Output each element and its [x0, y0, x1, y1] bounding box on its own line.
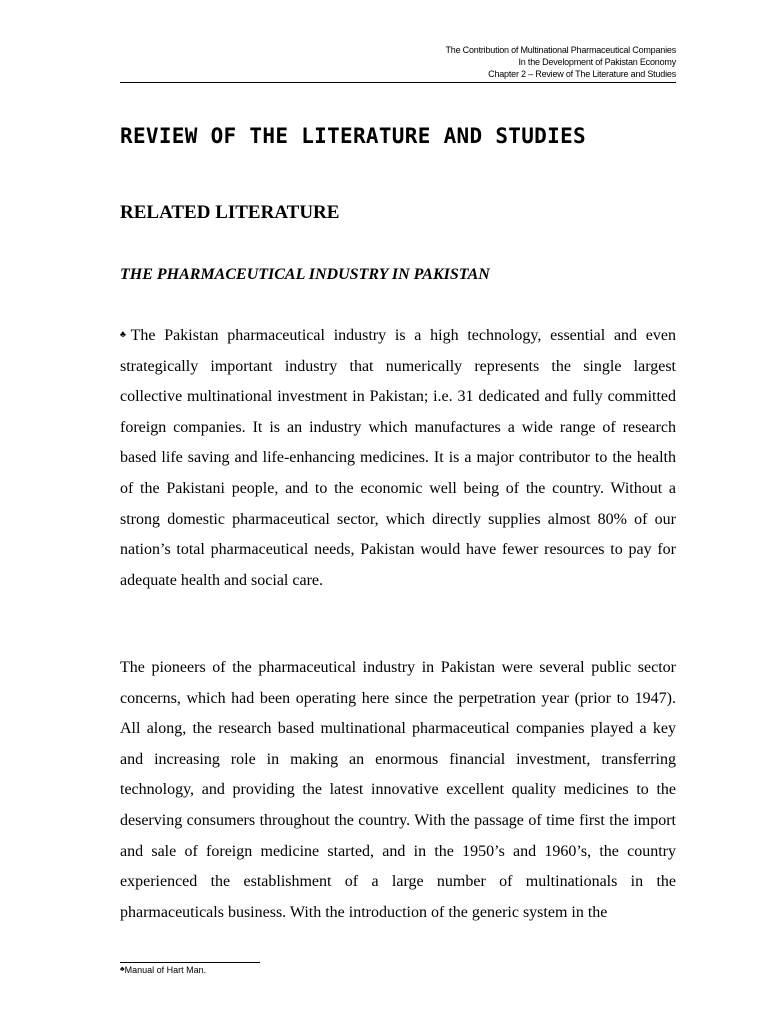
- footnote: [120, 964, 206, 976]
- header-line-2: In the Development of Pakistan Economy: [518, 57, 676, 67]
- body-paragraph-1: [120, 321, 676, 596]
- running-header: [120, 44, 676, 83]
- footnote-marker: ♣: [120, 966, 125, 973]
- section-title: RELATED LITERATURE: [120, 202, 340, 223]
- paragraph-1-text: The Pakistan pharmaceutical industry is a high technology, essential and even strategically important industry that numerically represents the single largest collective multinational investment in Pakistan; i.e. 31 dedicated and fully committed foreign companies. It is an industry which manufactures a wide range of research based life saving and life-enhancing medicines. It is a major contributor to the health of the Pakistani people, and to the economic well being of the country. Without a strong domestic pharmaceutical sector, which directly supplies almost 80% of our nation’s total pharmaceutical needs, Pakistan would have fewer resources to pay for adequate health and social care.: [120, 327, 677, 589]
- subsection-title: THE PHARMACEUTICAL INDUSTRY IN PAKISTAN: [120, 266, 490, 283]
- footnote-reference-marker: ♣: [120, 329, 131, 339]
- header-line-3: Chapter 2 – Review of The Literature and Studies: [488, 69, 676, 79]
- footnote-divider: [120, 962, 260, 963]
- body-paragraph-2: [120, 653, 676, 928]
- footnote-text: Manual of Hart Man.: [124, 965, 207, 975]
- paragraph-2-text: The pioneers of the pharmaceutical industry in Pakistan were several public sector concerns, which had been operating here since the perpetration year (prior to 1947). All along, the research based multinational pharmaceutical companies played a key and increasing role in making an enormous financial investment, transferring technology, and providing the latest innovative excellent quality medicines to the deserving consumers throughout the country. With the passage of time first the import and sale of foreign medicine started, and in the 1950’s and 1960’s, the country experienced the establishment of a large number of multinationals in the pharmaceuticals business. With the introduction of the generic system in the: [120, 659, 676, 921]
- header-line-1: The Contribution of Multinational Pharmaceutical Companies: [445, 45, 676, 55]
- chapter-title: REVIEW OF THE LITERATURE AND STUDIES: [120, 124, 586, 148]
